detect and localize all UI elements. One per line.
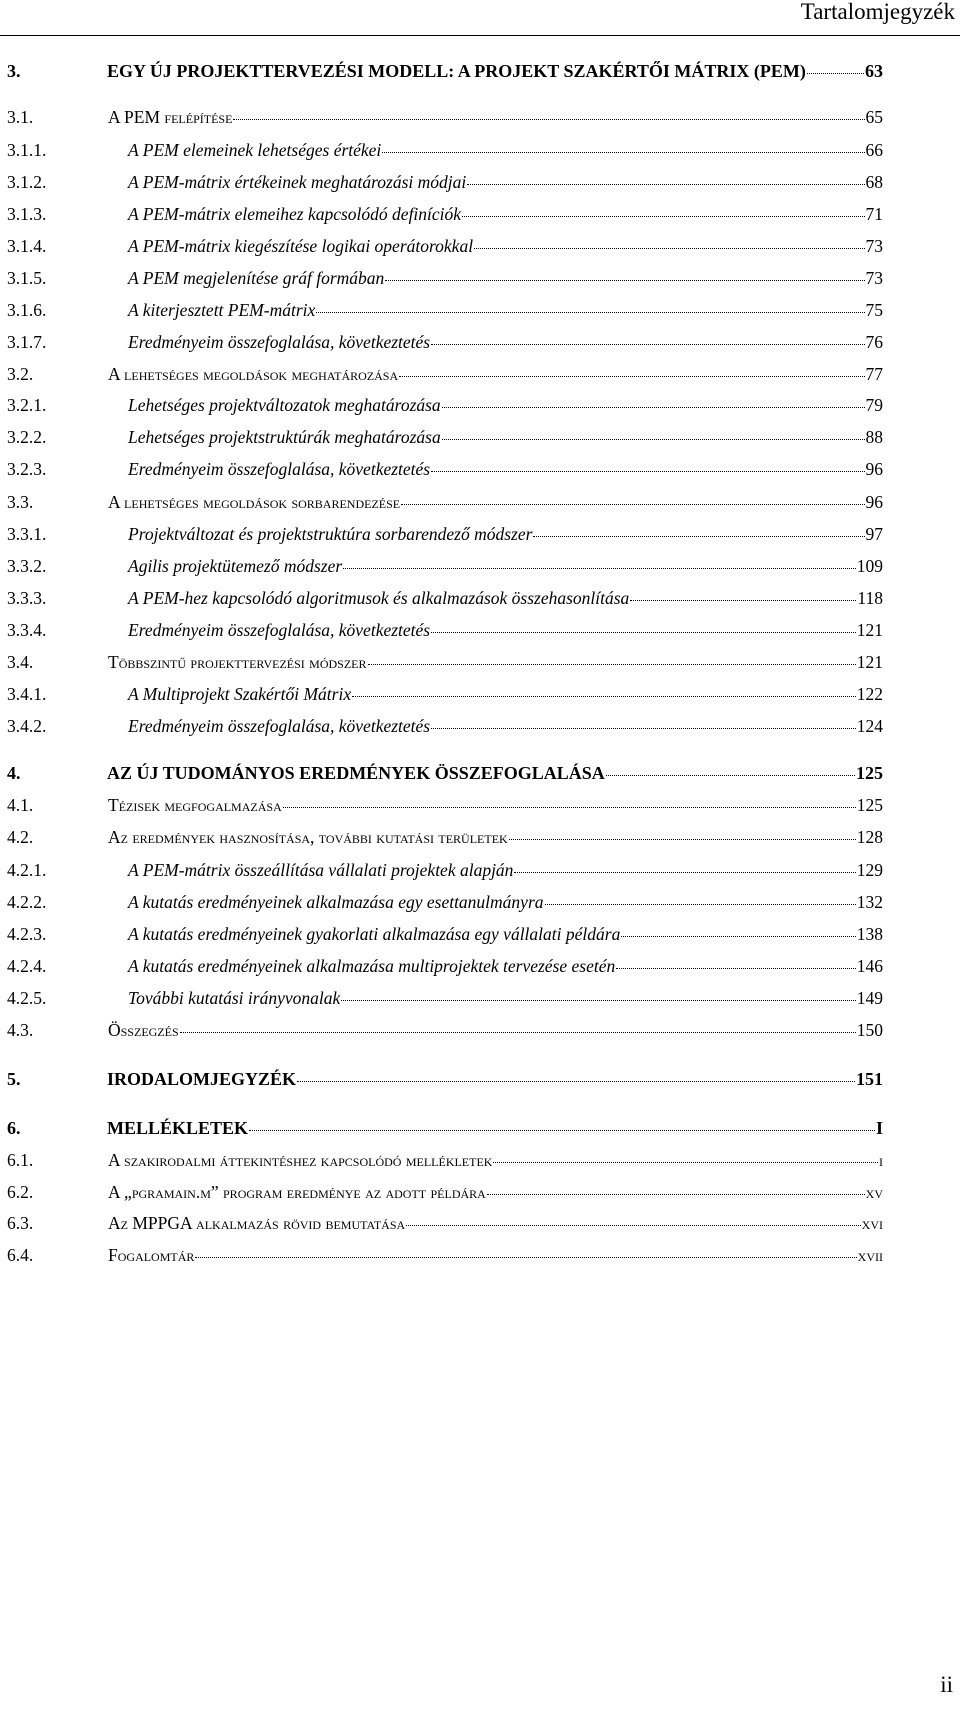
- toc-entry-page: 121: [856, 620, 883, 640]
- toc-entry-number: 3.2.: [7, 364, 34, 384]
- toc-entry-title: Lehetséges projektstruktúrák meghatározása: [128, 427, 441, 447]
- dot-leader: [233, 119, 864, 120]
- toc-entry[interactable]: [7, 1117, 883, 1139]
- toc-entry[interactable]: [7, 923, 883, 945]
- dot-leader: [401, 504, 864, 505]
- toc-entry-title: Összegzés: [108, 1020, 179, 1040]
- toc-entry-number: 6.1.: [7, 1150, 34, 1170]
- toc-entry-title: Eredményeim összefoglalása, következtetés: [128, 332, 431, 352]
- toc-entry-title: EGY ÚJ PROJEKTTERVEZÉSI MODELL: A PROJEKT SZAKÉRTŐI MÁTRIX (PEM): [107, 61, 806, 81]
- toc-entry[interactable]: [7, 587, 883, 609]
- toc-entry-page: 77: [865, 364, 883, 384]
- toc-entry-number: 6.3.: [7, 1213, 34, 1233]
- toc-entry-page: 121: [856, 652, 883, 672]
- toc-entry[interactable]: [7, 203, 883, 225]
- toc-entry-title: Tézisek megfogalmazása: [108, 795, 282, 815]
- dot-leader: [545, 904, 856, 905]
- dot-leader: [606, 775, 855, 776]
- toc-entry-number: 4.2.2.: [7, 892, 47, 912]
- toc-entry-page: I: [875, 1118, 883, 1138]
- toc-entry-number: 3.1.7.: [7, 332, 47, 352]
- toc-entry[interactable]: [7, 1181, 883, 1203]
- toc-entry[interactable]: [7, 762, 883, 784]
- toc-entry-page: 124: [856, 716, 883, 736]
- dot-leader: [474, 248, 864, 249]
- toc-entry[interactable]: [7, 60, 883, 82]
- toc-entry-page: 73: [865, 268, 883, 288]
- toc-entry-page: 122: [856, 684, 883, 704]
- dot-leader: [382, 152, 864, 153]
- toc-entry-title: A PEM elemeinek lehetséges értékei: [128, 140, 382, 160]
- toc-entry-number: 3.3.1.: [7, 524, 47, 544]
- toc-entry-number: 3.1.1.: [7, 140, 47, 160]
- toc-entry[interactable]: [7, 394, 883, 416]
- toc-entry[interactable]: [7, 715, 883, 737]
- toc-entry-page: 138: [856, 924, 883, 944]
- toc-entry-number: 6.4.: [7, 1245, 34, 1265]
- dot-leader: [180, 1032, 856, 1033]
- toc-entry[interactable]: [7, 331, 883, 353]
- toc-entry[interactable]: [7, 859, 883, 881]
- dot-leader: [431, 471, 864, 472]
- toc-entry-number: 3.3.2.: [7, 556, 47, 576]
- toc-entry-number: 3.3.3.: [7, 588, 47, 608]
- toc-entry[interactable]: [7, 139, 883, 161]
- toc-entry[interactable]: [7, 1019, 883, 1041]
- toc-entry-title: A PEM megjelenítése gráf formában: [128, 268, 385, 288]
- toc-entry[interactable]: [7, 683, 883, 705]
- dot-leader: [343, 568, 856, 569]
- toc-entry-page: 73: [865, 236, 883, 256]
- toc-entry-number: 3.2.1.: [7, 395, 47, 415]
- toc-entry-title: A „pgramain.m” program eredménye az adott példára: [108, 1182, 486, 1202]
- toc-entry-number: 3.2.3.: [7, 459, 47, 479]
- toc-entry-page: 97: [865, 524, 883, 544]
- toc-entry-title: Fogalomtár: [108, 1245, 195, 1265]
- toc-entry-number: 3.1.4.: [7, 236, 47, 256]
- header-rule: [0, 35, 960, 36]
- toc-entry[interactable]: [7, 1068, 883, 1090]
- toc-entry-title: Eredményeim összefoglalása, következtetés: [128, 459, 431, 479]
- toc-entry-number: 4.2.5.: [7, 988, 47, 1008]
- toc-entry-number: 3.1.5.: [7, 268, 47, 288]
- toc-entry-number: 3.1.: [7, 107, 34, 127]
- toc-entry-page: 76: [865, 332, 883, 352]
- toc-entry-title: Projektváltozat és projektstruktúra sorbarendező módszer: [128, 524, 533, 544]
- dot-leader: [431, 632, 856, 633]
- dot-leader: [616, 968, 856, 969]
- toc-entry-page: xvii: [857, 1245, 883, 1265]
- toc-entry-title: A Multiprojekt Szakértői Mátrix: [128, 684, 352, 704]
- toc-entry-number: 3.4.: [7, 652, 34, 672]
- dot-leader: [462, 216, 864, 217]
- toc-entry-title: A kutatás eredményeinek alkalmazása multiprojektek tervezése esetén: [128, 956, 616, 976]
- toc-entry-title: A kutatás eredményeinek gyakorlati alkalmazása egy vállalati példára: [128, 924, 621, 944]
- dot-leader: [514, 872, 855, 873]
- dot-leader: [431, 728, 856, 729]
- toc-entry-title: Agilis projektütemező módszer: [128, 556, 343, 576]
- toc-entry[interactable]: [7, 299, 883, 321]
- toc-entry-number: 3.2.2.: [7, 427, 47, 447]
- toc-entry[interactable]: [7, 171, 883, 193]
- dot-leader: [621, 936, 855, 937]
- toc-entry-page: 68: [865, 172, 883, 192]
- toc-entry-number: 3.3.: [7, 492, 34, 512]
- dot-leader: [406, 1225, 860, 1226]
- toc-entry-title: MELLÉKLETEK: [107, 1118, 249, 1138]
- toc-entry-title: A PEM-mátrix elemeihez kapcsolódó definíciók: [128, 204, 462, 224]
- toc-entry-page: 125: [856, 795, 883, 815]
- toc-entry-title: Eredményeim összefoglalása, következtetés: [128, 620, 431, 640]
- toc-entry-title: További kutatási irányvonalak: [128, 988, 341, 1008]
- toc-entry-page: 132: [856, 892, 883, 912]
- toc-entry-title: AZ ÚJ TUDOMÁNYOS EREDMÉNYEK ÖSSZEFOGLALÁSA: [107, 763, 605, 783]
- dot-leader: [493, 1162, 878, 1163]
- toc-entry-title: Az eredmények hasznosítása, további kutatási területek: [108, 827, 508, 847]
- toc-entry-page: 71: [865, 204, 883, 224]
- toc-entry[interactable]: [7, 555, 883, 577]
- toc-entry-number: 3.1.3.: [7, 204, 47, 224]
- dot-leader: [316, 312, 864, 313]
- toc-entry-page: 96: [865, 492, 883, 512]
- toc-entry[interactable]: [7, 651, 883, 673]
- dot-leader: [297, 1081, 855, 1082]
- toc-entry[interactable]: [7, 619, 883, 641]
- toc-entry[interactable]: [7, 1212, 883, 1234]
- dot-leader: [385, 280, 864, 281]
- toc-entry-page: 63: [865, 61, 883, 81]
- toc-entry[interactable]: [7, 891, 883, 913]
- toc-entry[interactable]: [7, 955, 883, 977]
- dot-leader: [509, 839, 856, 840]
- toc-entry-number: 3.1.6.: [7, 300, 47, 320]
- toc-entry-number: 4.1.: [7, 795, 34, 815]
- toc-entry-number: 4.2.4.: [7, 956, 47, 976]
- toc-entry-number: 3.3.4.: [7, 620, 47, 640]
- dot-leader: [487, 1194, 865, 1195]
- toc-entry-page: 96: [865, 459, 883, 479]
- toc-entry-page: 128: [856, 827, 883, 847]
- running-header: Tartalomjegyzék: [800, 0, 955, 24]
- dot-leader: [807, 73, 864, 74]
- toc-entry-number: 6.: [7, 1118, 21, 1138]
- dot-leader: [399, 376, 864, 377]
- toc-entry-number: 3.1.2.: [7, 172, 47, 192]
- toc-entry-number: 4.2.1.: [7, 860, 47, 880]
- toc-entry-page: 129: [856, 860, 883, 880]
- toc-entry[interactable]: [7, 235, 883, 257]
- toc-entry-page: 150: [856, 1020, 883, 1040]
- toc-entry-page: 79: [865, 395, 883, 415]
- page-number: ii: [940, 1672, 953, 1697]
- toc-entry-number: 4.3.: [7, 1020, 34, 1040]
- toc-entry-title: Lehetséges projektváltozatok meghatározása: [128, 395, 441, 415]
- toc-entry[interactable]: [7, 523, 883, 545]
- toc-entry-number: 5.: [7, 1069, 21, 1089]
- toc-entry-page: 151: [856, 1069, 883, 1089]
- toc-entry-page: 75: [865, 300, 883, 320]
- toc-entry-number: 3.: [7, 61, 21, 81]
- toc-entry-page: 125: [856, 763, 883, 783]
- toc-entry-title: A lehetséges megoldások sorbarendezése: [108, 492, 401, 512]
- toc-entry[interactable]: [7, 1244, 883, 1266]
- toc-entry-page: 66: [865, 140, 883, 160]
- toc-entry[interactable]: [7, 1149, 883, 1171]
- toc-entry-page: 118: [857, 588, 883, 608]
- dot-leader: [195, 1257, 856, 1258]
- dot-leader: [431, 344, 864, 345]
- toc-entry[interactable]: [7, 491, 883, 513]
- toc-entry-number: 4.2.: [7, 827, 34, 847]
- toc-entry-number: 3.4.1.: [7, 684, 47, 704]
- toc-entry-title: A kutatás eredményeinek alkalmazása egy esettanulmányra: [128, 892, 544, 912]
- toc-entry[interactable]: [7, 426, 883, 448]
- toc-entry-title: A PEM-mátrix összeállítása vállalati projektek alapján: [128, 860, 514, 880]
- toc-entry-page: xv: [865, 1182, 883, 1202]
- toc-entry[interactable]: [7, 826, 883, 848]
- toc-entry-page: 88: [865, 427, 883, 447]
- toc-entry[interactable]: [7, 363, 883, 385]
- toc-entry-title: A PEM-hez kapcsolódó algoritmusok és alkalmazások összehasonlítása: [128, 588, 630, 608]
- toc-entry-number: 4.: [7, 763, 21, 783]
- toc-entry[interactable]: [7, 987, 883, 1009]
- toc-entry-number: 4.2.3.: [7, 924, 47, 944]
- toc-entry-page: 146: [856, 956, 883, 976]
- toc-entry-title: Többszintű projekttervezési módszer: [108, 652, 367, 672]
- toc-entry-number: 6.2.: [7, 1182, 34, 1202]
- toc-entry-title: A kiterjesztett PEM-mátrix: [128, 300, 316, 320]
- toc-entry[interactable]: [7, 458, 883, 480]
- toc-entry-title: A PEM felépítése: [108, 107, 233, 127]
- toc-entry-title: Eredményeim összefoglalása, következtetés: [128, 716, 431, 736]
- dot-leader: [341, 1000, 855, 1001]
- toc-entry[interactable]: [7, 106, 883, 128]
- toc-entry-page: 109: [856, 556, 883, 576]
- toc-entry-title: IRODALOMJEGYZÉK: [107, 1069, 297, 1089]
- toc-entry[interactable]: [7, 267, 883, 289]
- toc-entry-number: 3.4.2.: [7, 716, 47, 736]
- dot-leader: [533, 536, 864, 537]
- toc-entry-title: A PEM-mátrix értékeinek meghatározási módjai: [128, 172, 467, 192]
- toc-entry-title: A PEM-mátrix kiegészítése logikai operátorokkal: [128, 236, 474, 256]
- toc-entry-page: xvi: [861, 1213, 883, 1233]
- toc-entry-page: 149: [856, 988, 883, 1008]
- dot-leader: [283, 807, 856, 808]
- dot-leader: [442, 439, 865, 440]
- dot-leader: [368, 664, 856, 665]
- dot-leader: [442, 407, 865, 408]
- dot-leader: [249, 1130, 875, 1131]
- toc-entry-title: A szakirodalmi áttekintéshez kapcsolódó mellékletek: [108, 1150, 493, 1170]
- toc-entry[interactable]: [7, 794, 883, 816]
- toc-entry-title: Az MPPGA alkalmazás rövid bemutatása: [108, 1213, 406, 1233]
- toc-entry-page: i: [879, 1150, 883, 1170]
- dot-leader: [467, 184, 864, 185]
- dot-leader: [630, 600, 856, 601]
- toc-entry-page: 65: [865, 107, 883, 127]
- toc-entry-title: A lehetséges megoldások meghatározása: [108, 364, 399, 384]
- dot-leader: [352, 696, 856, 697]
